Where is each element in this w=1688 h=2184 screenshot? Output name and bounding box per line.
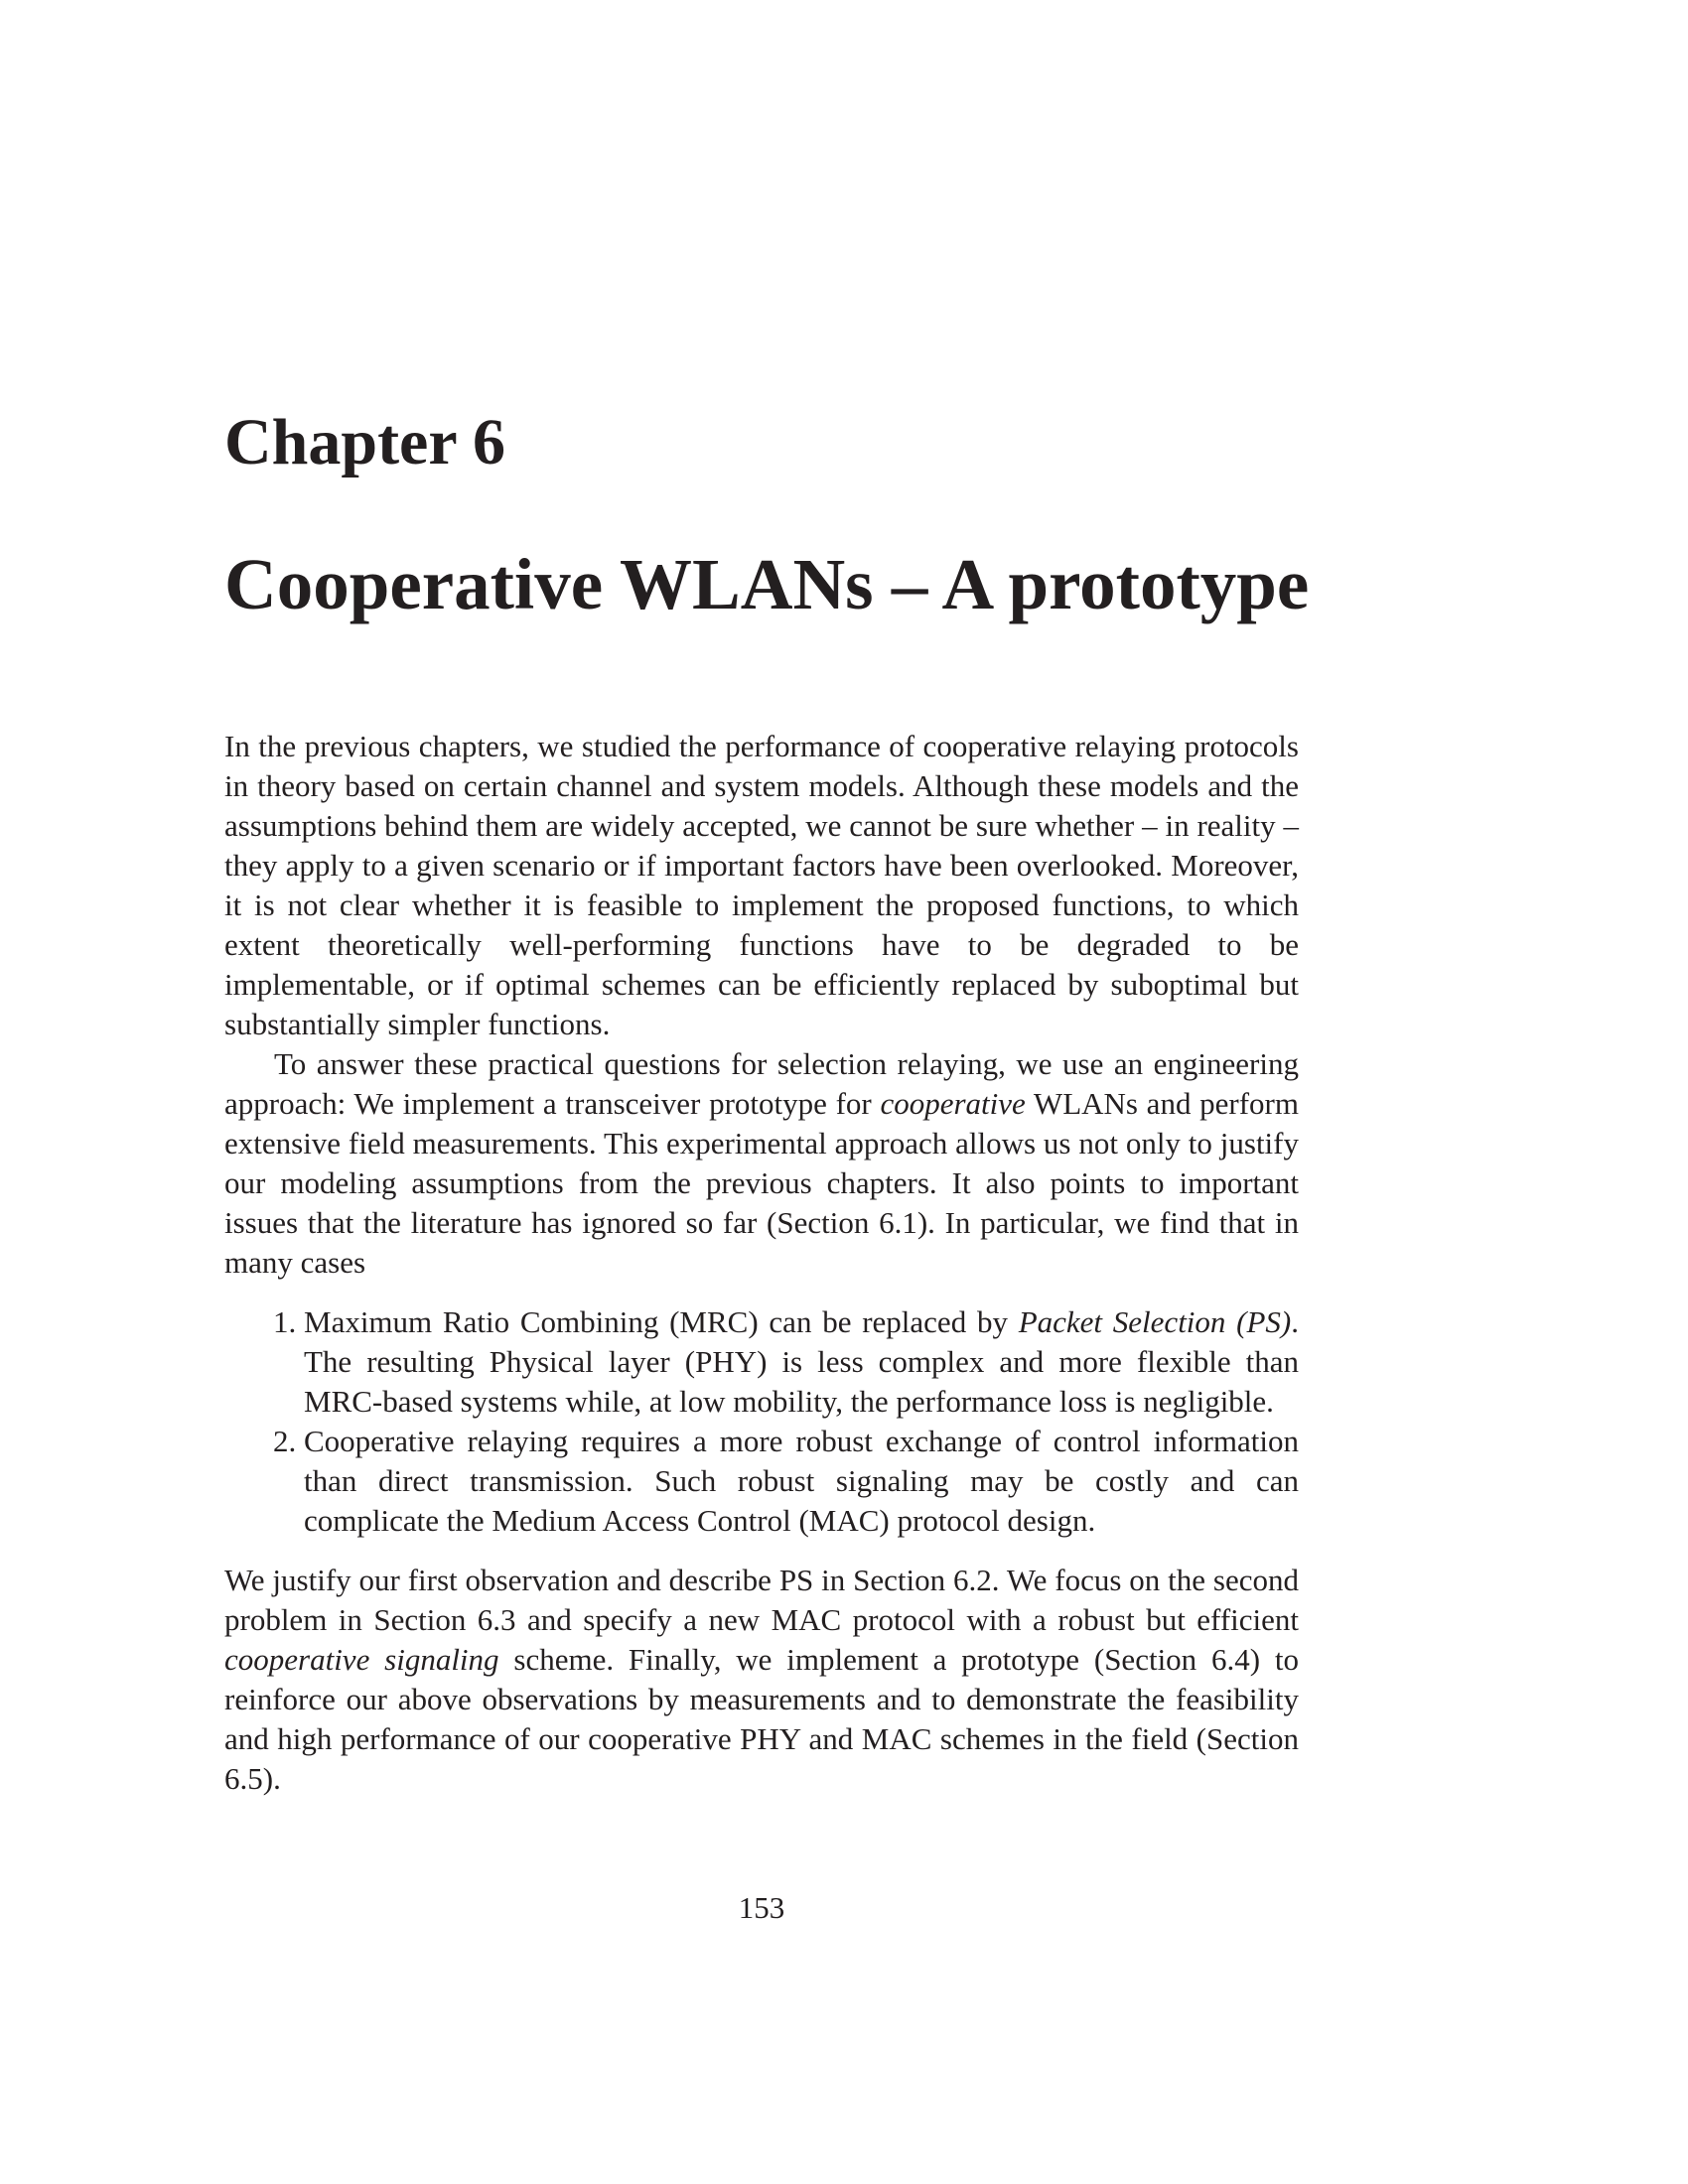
paragraph-approach-part-1: To answer these practical questions for selection relaying, we use an engineering approach: We implement a transceiver prototype for [224, 1046, 1299, 1121]
paragraph-outline [224, 1561, 1299, 1799]
chapter-label: Chapter 6 [224, 406, 505, 478]
body-text [224, 727, 1299, 1799]
paragraph-intro: In the previous chapters, we studied the performance of cooperative relaying protocols in theory based on certain channel and system models. Although these models and the assumptions behind them are widely accepted, we cannot be sure whether – in reality – they apply to a given scenario or if important factors have been overlooked. Moreover, it is not clear whether it is feasible to implement the proposed functions, to which extent theoretically well-performing functions have to be degraded to be implementable, or if optimal schemes can be efficiently replaced by suboptimal but substantially simpler functions. [224, 729, 1299, 1041]
list-item-1-part-2: . The resulting Physical layer (PHY) is less complex and more flexible than MRC-based systems while, at low mobility, the performance loss is negligible. [304, 1304, 1300, 1419]
paragraph-outline-part-1: We justify our first observation and describe PS in Section 6.2. We focus on the second problem in Section 6.3 and specify a new MAC protocol with a robust but efficient [224, 1563, 1299, 1637]
list-item: 2. Cooperative relaying requires a more robust exchange of control information than direct transmission. Such robust signaling may be costly and can complicate the Medium Access Control (MAC) protocol design. [304, 1422, 1299, 1541]
emphasis-cooperative: cooperative [880, 1086, 1026, 1121]
list-item [304, 1302, 1299, 1422]
document-page [224, 0, 1310, 2184]
paragraph-outline-part-2: scheme. Finally, we implement a prototype (Section 6.4) to reinforce our above observations by measurements and to demonstrate the feasibility and high performance of our cooperative PHY and MAC schemes in the field (Section 6.5). [224, 1642, 1300, 1796]
emphasis-cooperative-signaling: cooperative signaling [224, 1642, 499, 1677]
page-number: 153 [738, 1890, 785, 1925]
list-item-1-part-1: Maximum Ratio Combining (MRC) can be replaced by [304, 1304, 1019, 1339]
findings-list [224, 1302, 1299, 1541]
paragraph-approach [224, 1044, 1299, 1283]
chapter-title: Cooperative WLANs – A prototype [224, 544, 1310, 624]
paragraph-approach-part-2: WLANs and perform extensive field measurements. This experimental approach allows us not only to justify our modeling assumptions from the previous chapters. It also points to important issues that the literature has ignored so far (Section 6.1). In particular, we find that in many cases [224, 1086, 1299, 1280]
emphasis-packet-selection: Packet Selection (PS) [1018, 1304, 1292, 1339]
